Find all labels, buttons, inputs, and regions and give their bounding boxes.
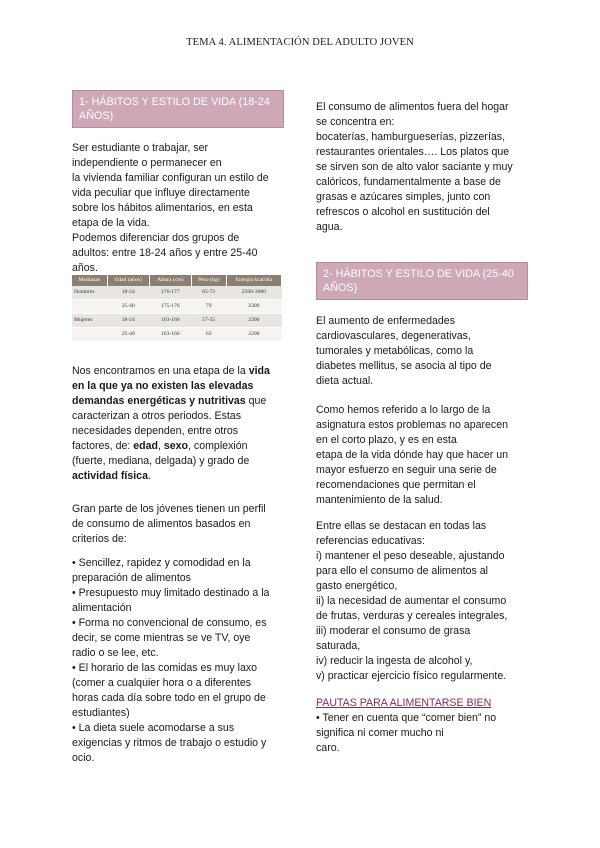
text-line — [72, 469, 290, 484]
table-cell-group: Mujeres — [72, 314, 107, 328]
text-line: en el corto plazo, y es en esta — [316, 434, 457, 446]
intro-paragraph — [72, 141, 290, 276]
list-item: • Presupuesto muy limitado destinado a la — [72, 587, 270, 599]
list-item: exigencias y ritmos de trabajo o estudio y — [72, 737, 267, 749]
text-line: se sirven son de alto valor saciante y muy — [316, 161, 513, 173]
text-line: mantenimiento de la salud. — [316, 494, 443, 506]
list-item: horas cada día sobre todo en el grupo de — [72, 692, 266, 704]
text-line — [72, 364, 290, 379]
list-item: caro. — [316, 742, 340, 754]
text-line: se concentra en: — [316, 116, 395, 128]
text-line: Como hemos referido a lo largo de la — [316, 404, 491, 416]
table-row — [72, 300, 282, 314]
page-title: TEMA 4. ALIMENTACIÓN DEL ADULTO JOVEN — [186, 37, 414, 48]
text-line: restaurantes orientales…. Los platos que — [316, 146, 510, 158]
text-run: factores, de: — [72, 440, 134, 452]
text-line: adultos: entre 18-24 años y entre 25-40 — [72, 247, 258, 259]
table-cell: 65-72 — [191, 286, 226, 300]
eating-out-paragraph — [316, 100, 528, 235]
list-item: • Forma no convencional de consumo, es — [72, 617, 267, 629]
list-item: iii) moderar el consumo de grasa — [316, 625, 471, 637]
table-cell: 2200 — [226, 314, 281, 328]
table-cell: 175-176 — [150, 300, 192, 314]
criteria-list — [72, 556, 290, 766]
bold-text: edad — [133, 440, 158, 452]
list-item: (comer a cualquier hora o a diferentes — [72, 677, 252, 689]
list-item: ocio. — [72, 752, 95, 764]
diseases-paragraph — [316, 314, 528, 389]
text-line: agua. — [316, 221, 343, 233]
pautas-heading: PAUTAS PARA ALIMENTARSE BIEN — [316, 697, 492, 709]
text-line: caracterizan a otros periodos. Estas — [72, 410, 241, 422]
pautas-section — [316, 696, 528, 756]
text-line: etapa de la vida. — [72, 217, 150, 229]
table-cell: 163-166 — [150, 314, 192, 328]
table-header-cell: Edad (años) — [107, 275, 150, 286]
table-header-row — [72, 275, 282, 286]
table-header-cell: Peso (kg) — [191, 275, 226, 286]
text-line: asignatura estos problemas no aparecen — [316, 419, 508, 431]
text-line: independiente o permanecer en — [72, 157, 222, 169]
text-line: Entre ellas se destacan en todas las — [316, 520, 487, 532]
bold-text: en la que ya no existen las elevadas — [72, 380, 254, 392]
text-line: diabetes mellitus, se asocia al tipo de — [316, 360, 492, 372]
text-line: Gran parte de los jóvenes tienen un perfil — [72, 503, 266, 515]
table-row — [72, 286, 282, 300]
profile-paragraph — [72, 502, 290, 547]
table-cell: 18-24 — [107, 286, 150, 300]
list-item: radio o se lee, etc. — [72, 647, 159, 659]
population-table — [72, 275, 282, 342]
list-item: preparación de alimentos — [72, 572, 191, 584]
text-line: necesidades dependen, entre otros — [72, 425, 239, 437]
text-line: bocaterías, hamburgueserías, pizzerías, — [316, 131, 506, 143]
table-row — [72, 328, 282, 342]
list-item: decir, se come mientras se ve TV, oye — [72, 632, 251, 644]
list-item: gasto energético, — [316, 580, 398, 592]
text-line: El aumento de enfermedades — [316, 315, 455, 327]
bold-text: vida — [248, 365, 270, 377]
text-line: mayor esfuerzo en seguir una serie de — [316, 464, 497, 476]
text-run: , complexión — [188, 440, 248, 452]
list-item: iv) reducir la ingesta de alcohol y, — [316, 655, 473, 667]
text-line: referencias educativas: — [316, 535, 425, 547]
table-header-cell: Medianas — [72, 275, 107, 286]
text-line: cardiovasculares, degenerativas, — [316, 330, 471, 342]
bold-text: actividad física — [72, 470, 148, 482]
section-1-heading-line: 1- HÁBITOS Y ESTILO DE VIDA (18-24 — [79, 96, 270, 108]
text-line: etapa de la vida dónde hay que hacer un — [316, 449, 509, 461]
text-line — [72, 394, 290, 409]
table-header-cell: Energía kcal/día — [226, 275, 281, 286]
table-cell: 2200 — [226, 328, 281, 342]
table-cell: 57-55 — [191, 314, 226, 328]
list-item: estudiantes) — [72, 707, 130, 719]
table-cell-group: Hombres — [72, 286, 107, 300]
table-cell: 2500-3000 — [226, 286, 281, 300]
list-item: saturada, — [316, 640, 361, 652]
text-line: Ser estudiante o trabajar, ser — [72, 142, 209, 154]
table-cell: 25-40 — [107, 300, 150, 314]
text-line: vida peculiar que influye directamente — [72, 187, 250, 199]
table-cell-group — [72, 300, 107, 314]
table-cell: 18-24 — [107, 314, 150, 328]
table-cell: 79 — [191, 300, 226, 314]
list-item: • Tener en cuenta que “comer bien” no — [316, 712, 497, 724]
list-item: v) practicar ejercicio físico regularmente. — [316, 670, 507, 682]
text-line: recomendaciones que permitan el — [316, 479, 476, 491]
text-line: de consumo de alimentos basados en — [72, 518, 251, 530]
section-1-heading — [72, 90, 284, 128]
table-row — [72, 314, 282, 328]
list-item: para ello el consumo de alimentos al — [316, 565, 488, 577]
text-line: la vivienda familiar configuran un estilo de — [72, 172, 269, 184]
section-2-heading-line: 2- HÁBITOS Y ESTILO DE VIDA (25-40 — [323, 268, 514, 280]
list-item: i) mantener el peso deseable, ajustando — [316, 550, 505, 562]
text-line: años. — [72, 262, 98, 274]
section-2-heading — [316, 262, 528, 300]
text-line: sobre los hábitos alimentarios, en esta — [72, 202, 253, 214]
table-cell: 25-40 — [107, 328, 150, 342]
table-cell: 163-166 — [150, 328, 192, 342]
text-run: , — [157, 440, 164, 452]
text-line — [72, 379, 290, 394]
educational-references-list — [316, 519, 528, 684]
text-line: criterios de: — [72, 533, 127, 545]
text-line: refrescos o alcohol en sustitución del — [316, 206, 490, 218]
text-run: . — [147, 470, 151, 482]
recommendations-paragraph — [316, 403, 528, 508]
list-item: • El horario de las comidas es muy laxo — [72, 662, 258, 674]
section-2-heading-line: AÑOS) — [323, 282, 358, 294]
table-cell: 176-177 — [150, 286, 192, 300]
needs-paragraph — [72, 364, 290, 484]
list-item: de frutas, verduras y cereales integrales, — [316, 610, 508, 622]
text-line: tumorales y metabólicas, como la — [316, 345, 474, 357]
text-line: grasas e azúcares simples, junto con — [316, 191, 491, 203]
text-line — [72, 439, 290, 454]
table-cell-group — [72, 328, 107, 342]
text-line: Podemos diferenciar dos grupos de — [72, 232, 240, 244]
list-item: • Sencillez, rapidez y comodidad en la — [72, 557, 251, 569]
table-header-cell: Altura (cm) — [150, 275, 192, 286]
section-1-heading-line: AÑOS) — [79, 110, 114, 122]
text-line: (fuerte, mediana, delgada) y grado de — [72, 455, 250, 467]
table-cell: 63 — [191, 328, 226, 342]
list-item: significa ni comer mucho ni — [316, 727, 444, 739]
text-run: Nos encontramos en una etapa de la — [72, 365, 249, 377]
table-cell: 2300 — [226, 300, 281, 314]
list-item: • La dieta suele acomodarse a sus — [72, 722, 235, 734]
text-line: dieta actual. — [316, 375, 374, 387]
bold-text: demandas energéticas y nutritivas — [72, 395, 246, 407]
list-item: alimentación — [72, 602, 132, 614]
text-line: calóricos, fundamentalmente a base de — [316, 176, 501, 188]
bold-text: sexo — [163, 440, 189, 452]
list-item: ii) la necesidad de aumentar el consumo — [316, 595, 507, 607]
text-line: El consumo de alimentos fuera del hogar — [316, 101, 509, 113]
text-run: que — [245, 395, 267, 407]
